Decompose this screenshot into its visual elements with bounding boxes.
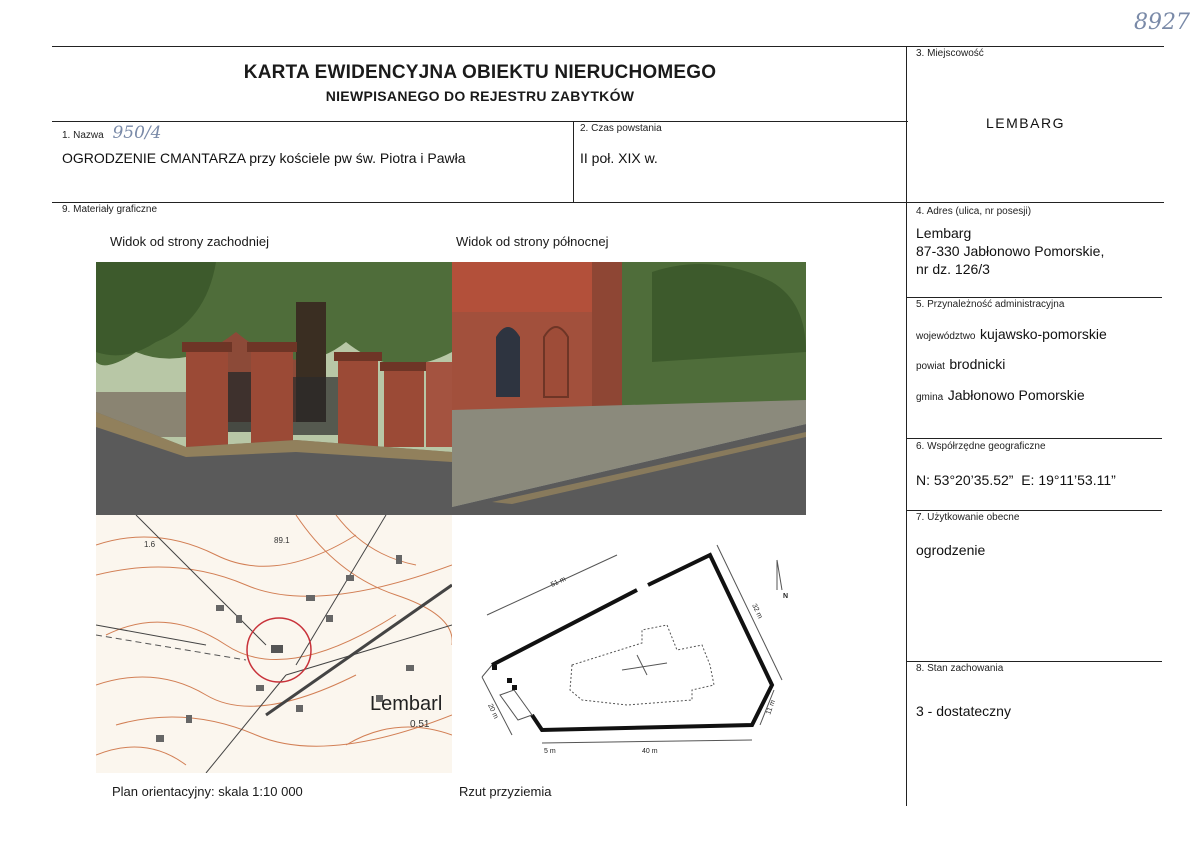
field-graphics-label: 9. Materiały graficzne (62, 204, 158, 215)
field-usage-value: ogrodzenie (916, 542, 986, 558)
commune-prefix: gmina (916, 392, 944, 403)
orientation-map (96, 515, 452, 773)
floor-plan (452, 515, 806, 773)
field-name-handwritten: 950/4 (112, 123, 162, 143)
field-locality-label: 3. Miejscowość (916, 48, 984, 59)
field-locality-value: LEMBARG (986, 115, 1065, 131)
right-divider-5 (906, 297, 1162, 298)
plan-dim-5: 5 m (544, 748, 556, 755)
field-name-label (62, 123, 161, 143)
plan-dim-40: 40 m (642, 748, 658, 755)
field-usage-label: 7. Użytkowanie obecne (916, 512, 1020, 523)
right-divider-6 (906, 438, 1162, 439)
photo-west-view (96, 262, 452, 515)
plan-dim-51: 51 m (549, 575, 567, 589)
caption-north-view: Widok od strony północnej (456, 234, 609, 249)
photo-north-view (452, 262, 806, 515)
card-title: KARTA EWIDENCYJNA OBIEKTU NIERUCHOMEGO (243, 62, 717, 83)
field-address-label: 4. Adres (ulica, nr posesji) (916, 206, 1032, 217)
field-name-label-text: 1. Nazwa (62, 130, 104, 141)
county-prefix: powiat (916, 361, 945, 372)
caption-floor-plan: Rzut przyziemia (459, 784, 552, 799)
map-spot-height: 0.51 (410, 719, 430, 730)
col-divider-name (573, 121, 574, 202)
map-elevation-1: 89.1 (274, 536, 290, 545)
field-admin-voivodeship (916, 326, 1107, 344)
field-name-value: OGRODZENIE CMANTARZA przy kościele pw św. Piotra i Pawła (62, 150, 466, 166)
field-admin-commune (916, 387, 1085, 405)
field-condition-value: 3 - dostateczny (916, 703, 1011, 719)
county-value: brodnicki (949, 356, 1006, 372)
voivodeship-value: kujawsko-pomorskie (979, 326, 1107, 342)
document-number: 8927 (1134, 10, 1190, 35)
right-divider-8 (906, 661, 1162, 662)
top-border (52, 46, 1164, 47)
card-subtitle: NIEWPISANEGO DO REJESTRU ZABYTKÓW (325, 88, 635, 104)
field-date-value: II poł. XIX w. (580, 150, 658, 166)
map-place-label: Lembarl (370, 693, 443, 715)
row-divider-2 (52, 202, 1164, 203)
field-address-line2: 87-330 Jabłonowo Pomorskie, (916, 243, 1105, 259)
col-divider-right (906, 46, 907, 806)
plan-dim-32: 32 m (750, 602, 764, 620)
field-admin-label: 5. Przynależność administracyjna (916, 299, 1065, 310)
plan-dim-11: 11 m (765, 699, 778, 716)
map-elevation-2: 1.6 (144, 540, 156, 549)
field-coords-label: 6. Współrzędne geograficzne (916, 441, 1046, 452)
field-coords-value: N: 53°20’35.52” E: 19°11’53.11” (916, 472, 1116, 488)
commune-value: Jabłonowo Pomorskie (947, 387, 1085, 403)
field-condition-label: 8. Stan zachowania (916, 663, 1004, 674)
caption-west-view: Widok od strony zachodniej (110, 234, 269, 249)
plan-dim-20: 20 m (486, 702, 500, 720)
voivodeship-prefix: województwo (916, 331, 976, 342)
field-admin-county (916, 356, 1005, 374)
field-date-label: 2. Czas powstania (580, 123, 662, 134)
row-divider-1 (52, 121, 908, 122)
plan-north-label: N (783, 593, 789, 600)
field-address-line3: nr dz. 126/3 (916, 261, 990, 277)
caption-map: Plan orientacyjny: skala 1:10 000 (112, 784, 303, 799)
right-divider-7 (906, 510, 1162, 511)
field-address-line1: Lembarg (916, 225, 972, 241)
